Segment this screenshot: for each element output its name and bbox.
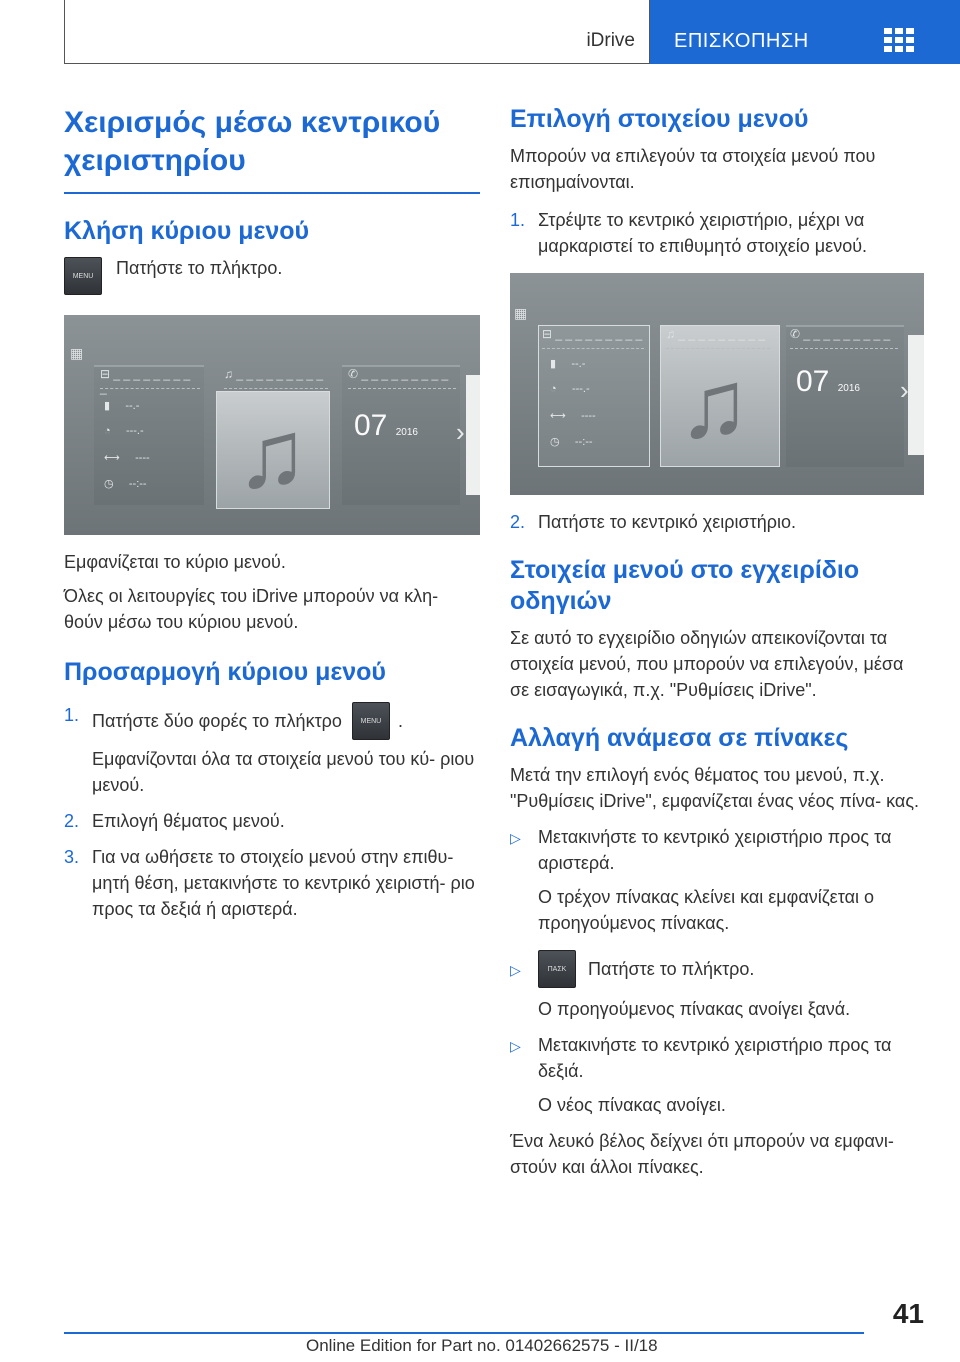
overview-tab[interactable]	[650, 0, 960, 64]
media-tab: ♫ _ _ _ _ _ _ _ _ _	[666, 327, 770, 349]
right-column	[510, 104, 924, 1180]
arrow-right-icon: ›	[456, 416, 465, 447]
clock-display: 07 2016	[796, 365, 860, 398]
list-item: 1. Στρέψτε το κεντρικό χειριστήριο, μέχρι να μαρκαριστεί το επιθυμητό στοιχείο μενού.	[510, 210, 868, 256]
manual-items-text: Σε αυτό το εγχειρίδιο οδηγιών απεικονίζονται τα στοιχεία μενού, που μπορούν να επιλεγούν, μέσα σε εισαγωγικά, π.χ. "Ρυθμίσεις iDrive".	[510, 628, 904, 700]
edition-note: Online Edition for Part no. 01402662575 - II/18	[306, 1336, 658, 1355]
menu-key-icon: MENU	[352, 702, 390, 740]
footer-divider	[64, 1332, 864, 1334]
title-divider	[64, 192, 480, 194]
closing-text: Ένα λευκό βέλος δείχνει ότι μπορούν να εμφανι‐ στούν και άλλοι πίνακες.	[510, 1131, 894, 1177]
music-note-icon: ♫	[236, 400, 308, 508]
overview-tab-label: ΕΠΙΣΚΟΠΗΣΗ	[674, 30, 809, 52]
fuel-row: ▮ --.-	[104, 399, 140, 412]
menu-icon: ▦	[514, 305, 528, 321]
page-number: 41	[892, 1298, 924, 1329]
range-row: ⟷ ----	[550, 410, 596, 422]
vehicle-tab: ⊟ _ _ _ _ _ _ _ _ _	[542, 327, 644, 349]
press-key-text: Πατήστε το πλήκτρο.	[116, 257, 283, 278]
clock-display: 07 2016	[354, 408, 418, 442]
left-column	[64, 104, 480, 922]
call-main-menu-heading: Κλήση κύριου μενού	[64, 216, 310, 245]
adjust-main-menu-heading: Προσαρμογή κύριου μενού	[64, 657, 386, 686]
page-title: Χειρισμός μέσω κεντρικού χειριστηρίου	[64, 106, 441, 177]
switch-panels-heading: Αλλαγή ανάμεσα σε πίνακες	[510, 724, 849, 752]
grid-icon	[884, 28, 914, 52]
speed-row: ◔ ---.-	[104, 424, 144, 437]
time-row: ◷ --:--	[104, 477, 147, 490]
section-label: iDrive	[586, 30, 635, 51]
manual-items-heading: Στοιχεία μενού στο εγχειρίδιο οδηγιών	[510, 556, 860, 615]
select-intro-text: Μπορούν να επιλεγούν τα στοιχεία μενού που επισημαίνονται.	[510, 146, 876, 192]
speed-row: ◔ ---.-	[550, 383, 590, 395]
main-menu-shown-text: Εμφανίζεται το κύριο μενού.	[64, 551, 286, 572]
list-item: ▷ Μετακινήστε το κεντρικό χειριστήριο προς τα δεξιά.	[510, 1035, 892, 1081]
list-item: ▷ ΠΑΣΚ Πατήστε το πλήκτρο.	[510, 950, 924, 988]
idrive-main-menu-screenshot	[64, 315, 480, 535]
list-item: 1. Πατήστε δύο φορές το πλήκτρο MENU .	[64, 702, 480, 740]
switch-panels-text: Μετά την επιλογή ενός θέματος του μενού, π.χ. "Ρυθμίσεις iDrive", εμφανίζεται ένας νέος πίνα‐ κας.	[510, 765, 920, 811]
header-bar	[64, 0, 650, 64]
range-row: ⟷ ----	[104, 451, 150, 464]
phone-tab: ✆ _ _ _ _ _ _ _ _ _	[348, 367, 456, 389]
music-note-icon: ♫	[678, 351, 750, 458]
idrive-select-screenshot	[510, 273, 924, 495]
adjust-steps: 1. Πατήστε δύο φορές το πλήκτρο MENU . Εμφανίζονται όλα τα στοιχεία μενού του κύ‐ ριου μενού. 2. Επιλογή θέματος μενού. 3. Για να ωθήσετε το στοιχείο μενού στην επιθυ‐ μητή θέση, μετακινήστε το κεντρικό χειριστή‐ ριο προς τα δεξιά ή αριστερά.	[64, 702, 480, 922]
menu-icon: ▦	[70, 344, 84, 361]
list-item: 2. Πατήστε το κεντρικό χειριστήριο.	[510, 512, 796, 532]
list-item: ▷ Μετακινήστε το κεντρικό χειριστήριο προς τα αριστερά.	[510, 827, 892, 873]
list-item: 3. Για να ωθήσετε το στοιχείο μενού στην επιθυ‐ μητή θέση, μετακινήστε το κεντρικό χειριστή‐ ριο προς τα δεξιά ή αριστερά.	[64, 846, 475, 919]
media-tab: ♫ _ _ _ _ _ _ _ _ _	[224, 367, 328, 389]
back-key-icon: ΠΑΣΚ	[538, 950, 576, 988]
time-row: ◷ --:--	[550, 436, 593, 448]
all-functions-text: Όλες οι λειτουργίες του iDrive μπορούν να κλη‐ θούν μέσω του κύριου μενού.	[64, 585, 439, 632]
menu-key-icon: MENU	[64, 257, 102, 295]
select-item-heading: Επιλογή στοιχείου μενού	[510, 105, 809, 133]
phone-tab: ✆ _ _ _ _ _ _ _ _ _	[790, 327, 898, 349]
switch-bullets: ▷ Μετακινήστε το κεντρικό χειριστήριο προς τα αριστερά. Ο τρέχον πίνακας κλείνει και εμφανίζεται ο προηγούμενος πίνακας. ▷ ΠΑΣΚ Πατήστε το πλήκτρο. Ο προηγούμενος πίνακας ανοίγει ξανά. ▷ Μετακινήστε το κεντρικό χειριστήριο προς τα δεξιά. Ο νέος πίνακας ανοίγει.	[510, 824, 924, 1118]
list-item: 2. Επιλογή θέματος μενού.	[64, 810, 285, 831]
arrow-right-icon: ›	[900, 375, 909, 405]
fuel-row: ▮ --.-	[550, 358, 586, 370]
vehicle-tab: ⊟ _ _ _ _ _ _ _ _ _	[100, 367, 200, 389]
